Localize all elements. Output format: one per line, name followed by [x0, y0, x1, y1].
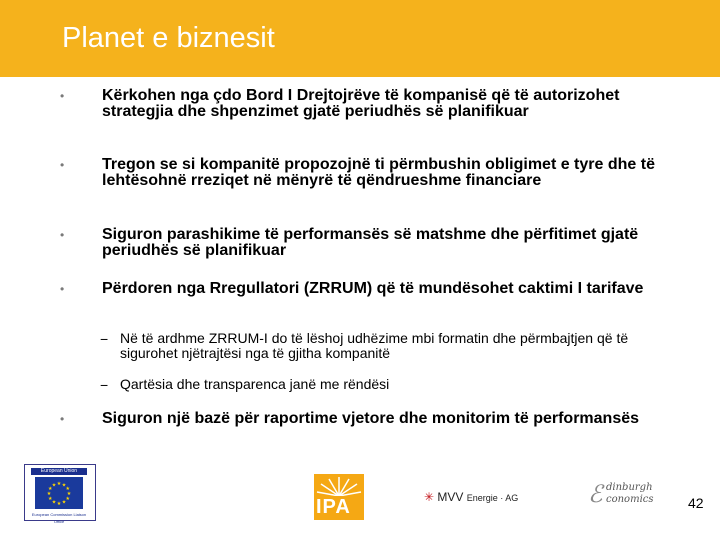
page-number: 42: [688, 495, 704, 511]
mvv-logo-subtext: Energie · AG: [466, 493, 519, 503]
mvv-star-icon: ✳: [424, 490, 435, 504]
svg-text:★: ★: [56, 501, 62, 507]
svg-text:★: ★: [65, 486, 70, 492]
title-bar: [0, 0, 720, 77]
sun-rays-icon: [314, 474, 364, 496]
bullet-icon: •: [60, 412, 65, 426]
svg-text:★: ★: [51, 482, 57, 489]
dash-icon: −: [100, 377, 109, 393]
bullet-icon: •: [60, 89, 65, 103]
svg-text:★: ★: [66, 491, 72, 497]
ipa-logo: [314, 474, 364, 520]
bullet-text: Kërkohen nga çdo Bord I Drejtojrëve të kompanisë që të autorizohet strategjia dhe shpenzimet gjatë periudhës së planifikuar: [102, 87, 620, 120]
sub-bullet-text: Qartësia dhe transparenca janë me rëndësi: [120, 376, 390, 392]
eu-logo: [24, 464, 96, 524]
svg-text:★: ★: [61, 482, 67, 489]
edinburgh-logo-line2: conomics: [606, 494, 654, 505]
bullet-text: Siguron parashikime të performansës së matshme dhe përfitimet gjatë periudhës së planifikuar: [102, 226, 639, 259]
bullet-icon: •: [60, 158, 65, 172]
bullet-icon: •: [60, 282, 65, 296]
eu-stars-icon: [35, 477, 83, 509]
page-title: Planet e biznesit: [62, 22, 275, 54]
edinburgh-logo-line1: dinburgh: [606, 482, 653, 493]
sub-bullet-text: Në të ardhme ZRRUM-I do të lëshoj udhëzime mbi formatin dhe përmbajtjen që të sigurohet njëtrajtësi nga të gjitha kompanitë: [120, 330, 629, 361]
bullet-text: Tregon se si kompanitë propozojnë ti përmbushin obligimet e tyre dhe të lehtësohnë rreziqet në mënyrë të qëndrueshme financiare: [102, 156, 655, 189]
svg-text:★: ★: [61, 499, 67, 506]
svg-text:★: ★: [46, 491, 52, 497]
svg-text:★: ★: [56, 481, 62, 487]
eu-logo-caption: European Commission Liaison Office: [31, 512, 87, 524]
eu-flag-icon: [35, 477, 83, 509]
svg-text:★: ★: [48, 486, 53, 492]
edinburgh-monogram-icon: ℰ: [588, 480, 603, 508]
mvv-energie-logo: [424, 490, 518, 504]
edinburgh-economics-logo: [588, 480, 668, 510]
bullet-text: Siguron një bazë për raportime vjetore dhe monitorim të performansës: [102, 410, 640, 427]
svg-text:★: ★: [48, 496, 53, 502]
svg-text:★: ★: [65, 496, 70, 502]
dash-icon: −: [100, 331, 109, 347]
mvv-logo-text: MVV: [437, 490, 464, 504]
svg-text:★: ★: [51, 499, 57, 506]
bullet-text: Përdoren nga Rregullatori (ZRRUM) që të mundësohet caktimi I tarifave: [102, 280, 644, 297]
ipa-logo-text: IPA: [316, 496, 351, 518]
eu-logo-heading: European Union: [31, 468, 87, 475]
bullet-icon: •: [60, 228, 65, 242]
